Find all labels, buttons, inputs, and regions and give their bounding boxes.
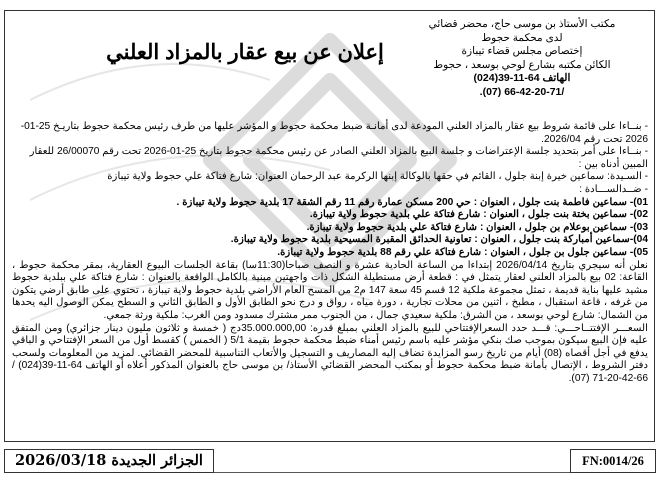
defendant-item: 01)- سماعين فاطمة بنت جلول ، العنوان : حي 200 مسكن عمارة رقم 11 رقم الشقة 17 بلدية حجوط ولاية تيبازة .	[176, 196, 648, 208]
paragraph-auction-details: نعلن أنه سيجري بتاريخ 2026/04/14 إبتداءا من الساعة الحادية عشرة و النصف صباحا(11:30سا) بقاعة الجلسات البيوع العقارية، بمقر محكمة حجوط ، القاعة: 02 بيع بالمزاد العلني لعقار يتمثل في : قطعة أرض مستطيلة الشكل ذات واجهتين مبنية بالكامل الواقعة بالعنوان : شارع فتاكة علي ببلدية حجوط مشيد عليها بناية قديمة ، تمثل مجموعة ملكية 12 قسم 45 سعة 147 م2 من المسح العام الأراضي بلدية حجوط ولاية تيبازة ، تحتوي على طابق أرضي يتكون من غرفه ، قاعة استقبال ، مطبخ ، اثنين من محلات تجارية ، دورة مياه ، رواق و درج نحو الطابق الأول و الطابق الثاني و السطح يمكن الوصول اليه يحدها من الشمال: شارع لوحي بوسعد ، من الشرق: ملكية سعيدي جمال ، من الجنوب ممر مشترك مسدود ومن الغرب: ملكية ورثة جمعي.	[12, 259, 649, 321]
paragraph-conditions-list: - بنــاءا على قائمة شروط بيع عقار بالمزاد العلني المودعة لدى أمانـة ضبط محكمة حجوط و المؤشر عليها من طرف رئيس محكمة حجوط بتاريـخ 25-01-2026 تحت رقم 2026/04.	[20, 121, 648, 145]
defendant-item: 05)- سماعين جلول بن جلول ، العنوان : شارع فتاكة علي رقم 88 بلدية حجوط ولاية تيبازة.	[277, 246, 648, 258]
footer-divider	[214, 472, 570, 473]
newspaper-date-box: الجزائر الجديدة 2026/03/18	[4, 449, 214, 473]
office-phone-1: الهاتف 64-11-39(024)	[473, 72, 571, 84]
paragraph-plaintiff: - السـيدة: سماعين خيرة إبنة جلول ، القائم في حقها بالوكالة إبنها الركرمة عبد الرحمان العنوان: شارع فتاكة علي حجوط ولاية تيبازة	[107, 171, 648, 183]
notice-title: إعلان عن بيع عقار بالمزاد العلني	[106, 41, 384, 64]
file-number-box: FN:0014/26	[570, 449, 656, 473]
paragraph-court-order: - بنــاءا على أمر بتحديد جلسة الإعتراضات و جلسة البيع بالمزاد العلني الصادر عن رئيس محكمة حجوط بتاريخ 25-01-2026 تحت رقم 26/00070 للعقار المبين أدناه بين :	[29, 146, 648, 170]
paragraph-opening-price: السعـــر الإفتتــاحـــي: قـــد حدد السعرالإفتتاحي للبيع بالمزاد العلني بمبلغ قدره: 35.000.000,00دج ( خمسة و ثلاثون مليون دينار جزائري) ومن المتفق عليه فإن البيع سيكون بموجب صك بنكي مؤشر عليه باسم رئيس أمناء ضبط محكمة حجوط بقيمة 5/1 ( الخمس ) كقسط أول من السعر الإفتتاحي و الباقي يدفع في أجل أقصاه (08) أيام من تاريخ رسو المزايدة تضاف إليه المصاريف و التسجيل والأتعاب التناسبية للمحضر القضائي. لمزيد من المعلومات ولسحب دفتر الشروط ، الإتصال بأمانة ضبط محكمة حجوط أو بمكتب المحضر القضائي الأستاذ/ بن موسى حاج بالعنوان المذكور أعلاه أو الهاتف 64-11-39(024) / 66-42-20-71 (07).	[12, 322, 649, 384]
defendant-item: 02)- سماعين بختة بنت جلول ، العنوان : شارع فتاكة علي بلدية حجوط ولاية تيبازة.	[309, 209, 648, 221]
office-name: مكتب الأستاذ بن موسى حاج، محضر قضائي	[428, 18, 616, 30]
defendant-item: 03)- سماعين بوعلام بن جلول ، العنوان : شارع فتاكة علي بلدية حجوط ولاية تيبازة.	[306, 221, 648, 233]
office-court: لدى محكمة حجوط	[481, 31, 563, 44]
office-jurisdiction: إختصاص مجلس قضاء تيبازة	[461, 45, 583, 57]
notice-body	[12, 121, 648, 385]
office-address: الكائن مكتبه بشارع لوحي بوسعد ، حجوط	[433, 58, 611, 71]
paragraph-defendants-label: - ضــدالســـادة :	[579, 183, 648, 195]
bailiff-office-header	[412, 18, 632, 99]
office-phone-2: /66-42-20-71 (07).	[479, 85, 565, 98]
defendant-item: 04)-سماعين أمباركة بنت جلول ، العنوان : تعاونية الحدائق المقبرة المسيحية بلدية حجوط ولاية تيبازة.	[230, 234, 648, 246]
